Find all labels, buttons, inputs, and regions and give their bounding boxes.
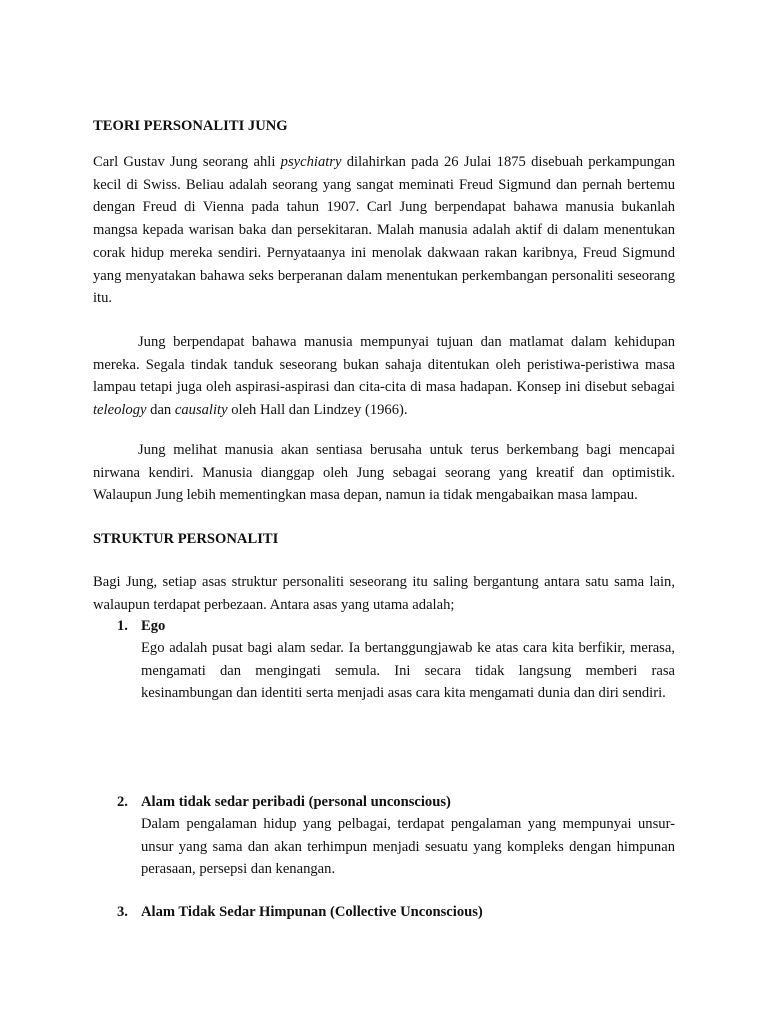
paragraph-goals bbox=[93, 331, 675, 422]
paragraph-goals-italic-teleology: teleology bbox=[93, 402, 147, 419]
paragraph-goals-italic-causality: causality bbox=[174, 402, 228, 419]
paragraph-goals-text-b: dan bbox=[146, 402, 175, 419]
list-item-3-number: 3. bbox=[117, 904, 128, 920]
paragraph-intro bbox=[93, 151, 675, 310]
list-item-3-title: Alam Tidak Sedar Himpunan (Collective Unconscious) bbox=[141, 904, 483, 920]
list-item-2-title: Alam tidak sedar peribadi (personal unconscious) bbox=[141, 794, 451, 810]
list-item-2-body: Dalam pengalaman hidup yang pelbagai, terdapat pengalaman yang mempunyai unsur-unsur yang sama dan akan terhimpun menjadi sesuatu yang kompleks dengan himpunan perasaan, persepsi dan kenangan. bbox=[141, 816, 675, 878]
list-item-1-body: Ego adalah pusat bagi alam sedar. Ia bertanggungjawab ke atas cara kita berfikir, merasa, mengamati dan mengingati semula. Ini secara tidak langsung memberi rasa kesinambungan dan identiti serta menjadi asas cara kita mengamati dunia dan diri sendiri. bbox=[141, 640, 675, 702]
paragraph-intro-text-a: Carl Gustav Jung seorang ahli bbox=[93, 154, 281, 170]
paragraph-goals-text-a: Jung berpendapat bahawa manusia mempunyai tujuan dan matlamat dalam kehidupan mereka. Segala tindak tanduk seseorang bukan sahaja ditentukan oleh peristiwa-peristiwa masa lampau tetapi juga oleh aspirasi-aspirasi dan cita-cita di masa hadapan. Konsep ini disebut sebagai bbox=[93, 334, 675, 396]
list-item-1-number: 1. bbox=[117, 618, 128, 634]
paragraph-intro-text-b: dilahirkan pada 26 Julai 1875 disebuah perkampungan kecil di Swiss. Beliau adalah seorang yang sangat meminati Freud Sigmund dan pernah bertemu dengan Freud di Vienna pada tahun 1907. Carl Jung berpendapat bahawa manusia bukanlah mangsa kepada warisan baka dan persekitaran. Malah manusia adalah aktif di dalam menentukan corak hidup mereka sendiri. Pernyataanya ini menolak dakwaan rakan karibnya, Freud Sigmund yang menyatakan bahawa seks berperanan dalam menentukan perkembangan personaliti seseorang itu. bbox=[93, 154, 675, 307]
list-item-2-number: 2. bbox=[117, 794, 128, 810]
document-title: TEORI PERSONALITI JUNG bbox=[93, 118, 288, 134]
section-heading-struktur: STRUKTUR PERSONALITI bbox=[93, 531, 279, 547]
list-item-2-heading bbox=[117, 792, 451, 812]
paragraph-nirwana: Jung melihat manusia akan sentiasa berusaha untuk terus berkembang bagi mencapai nirwana kendiri. Manusia dianggap oleh Jung sebagai seorang yang kreatif dan optimistik. Walaupun Jung lebih mementingkan masa depan, namun ia tidak mengabaikan masa lampau. bbox=[93, 442, 675, 504]
list-item-1-title: Ego bbox=[141, 618, 166, 634]
list-item-1-heading bbox=[117, 616, 165, 636]
paragraph-struktur: Bagi Jung, setiap asas struktur personaliti seseorang itu saling bergantung antara satu sama lain, walaupun terdapat perbezaan. Antara asas yang utama adalah; bbox=[93, 574, 675, 613]
paragraph-goals-text-c: oleh Hall dan Lindzey (1966). bbox=[227, 402, 408, 419]
paragraph-intro-italic-psychiatry: psychiatry bbox=[280, 154, 342, 170]
list-item-3-heading bbox=[117, 902, 483, 922]
